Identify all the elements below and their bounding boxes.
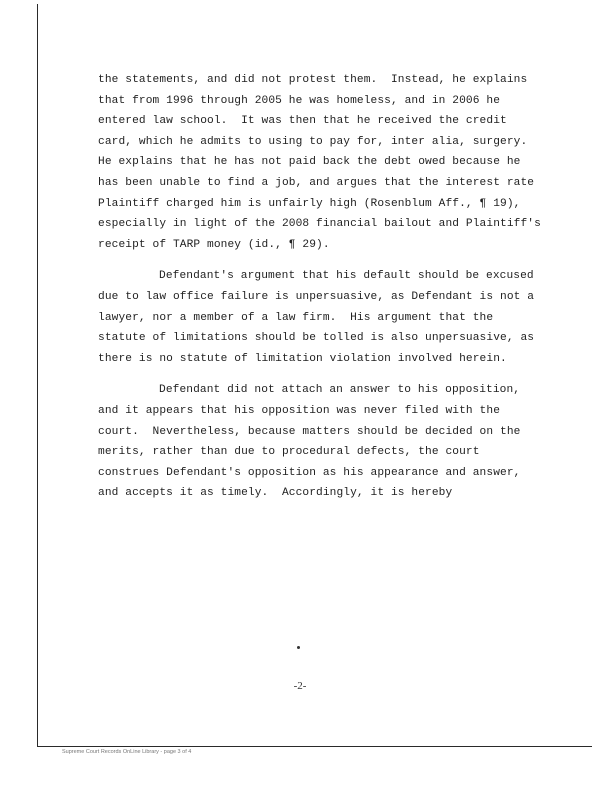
stray-mark	[297, 646, 300, 649]
page-number: -2-	[293, 680, 307, 692]
text-line: construes Defendant's opposition as his appearance and answer,	[98, 466, 521, 479]
text-line: receipt of TARP money (id., ¶ 29).	[98, 238, 330, 251]
text-line: statute of limitations should be tolled is also unpersuasive, as	[98, 332, 535, 345]
text-line: has been unable to find a job, and argues that the interest rate	[98, 176, 535, 189]
text-line: that from 1996 through 2005 he was homeless, and in 2006 he	[98, 94, 501, 107]
document-body	[98, 70, 568, 504]
text-line: Defendant did not attach an answer to his opposition,	[159, 384, 521, 397]
text-line: court. Nevertheless, because matters should be decided on the	[98, 425, 521, 438]
text-line: lawyer, nor a member of a law firm. His argument that the	[98, 311, 494, 324]
text-line: due to law office failure is unpersuasive, as Defendant is not a	[98, 290, 535, 303]
text-line: the statements, and did not protest them. Instead, he explains	[98, 74, 528, 86]
text-line: Defendant's argument that his default should be excused	[159, 270, 534, 283]
text-line: entered law school. It was then that he received the credit	[98, 115, 507, 128]
paragraph-1	[98, 70, 568, 255]
text-line: and it appears that his opposition was never filed with the	[98, 404, 501, 417]
text-line: especially in light of the 2008 financial bailout and Plaintiff's	[98, 218, 541, 231]
paragraph-2	[98, 266, 568, 369]
left-margin-rule	[37, 4, 38, 746]
text-line: He explains that he has not paid back the debt owed because he	[98, 156, 521, 169]
footer-text: Supreme Court Records OnLine Library - page 3 of 4	[62, 749, 192, 755]
paragraph-3	[98, 380, 568, 504]
text-line: Plaintiff charged him is unfairly high (Rosenblum Aff., ¶ 19),	[98, 197, 521, 210]
text-line: there is no statute of limitation violation involved herein.	[98, 352, 507, 365]
text-line: and accepts it as timely. Accordingly, it is hereby	[98, 487, 453, 500]
bottom-margin-rule	[37, 746, 592, 747]
text-line: merits, rather than due to procedural defects, the court	[98, 446, 480, 459]
text-line: card, which he admits to using to pay for, inter alia, surgery.	[98, 135, 528, 148]
